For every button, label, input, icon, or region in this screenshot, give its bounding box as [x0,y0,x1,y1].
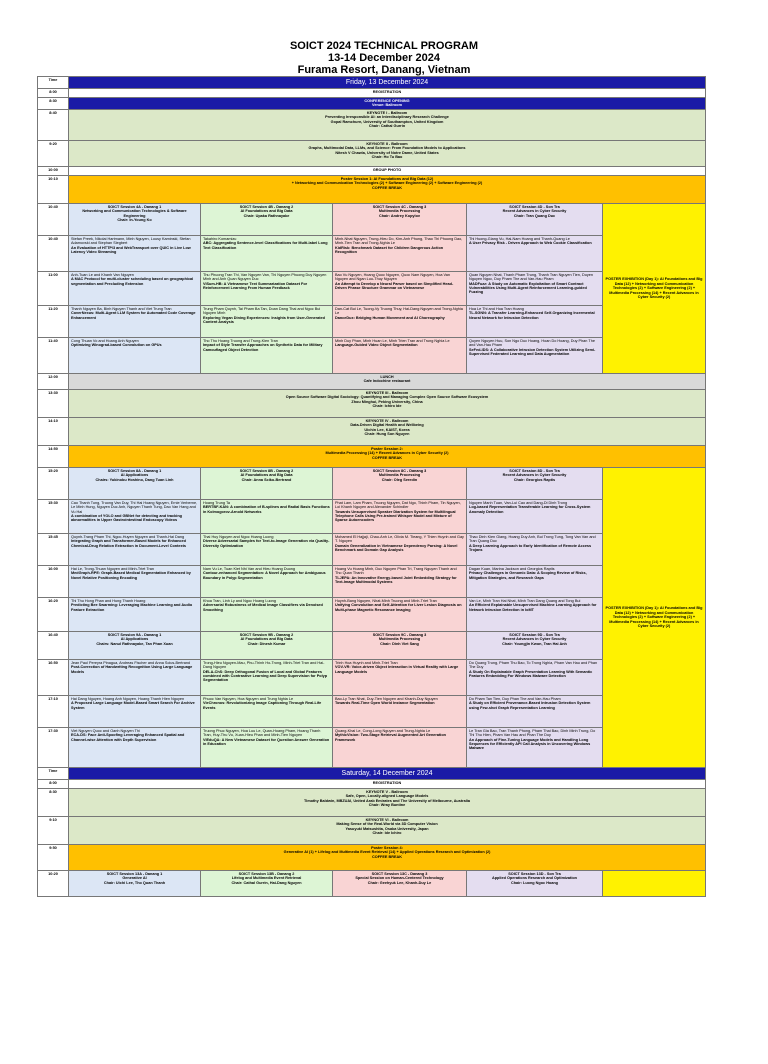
poster-exhibition-day2 [603,870,706,896]
time-cell: 11:40 [38,337,69,373]
row-s1020-sessions [38,870,706,896]
poster-session-4-cell: Poster Session 4: Generative AI (1) + Lifelog and Multimedia Event Retrieval (14) + Applied Operations Research and Optimization (2) COFFEE BREAK [69,844,706,870]
lunch-cell: LUNCH Cafe Indochine restaurant [69,373,706,389]
time-cell: 17:30 [38,727,69,767]
opening-cell [69,98,706,110]
day2-banner: Saturday, 14 December 2024 [69,767,706,779]
time-cell: 8:00 [38,779,69,788]
row-0800 [38,89,706,98]
opening-title: CONFERENCE OPENING [364,99,410,103]
time-cell: 10:00 [38,166,69,175]
registration-cell: REGISTRATION [69,89,706,98]
keynote-2-cell [69,140,706,166]
paper-cell: Hoang Vu Hoang Minh, Duc Nguyen Phan Tri, Trang Nguyen Thanh and Tho Quan Thanh TI-JEPA: An Innovative Energy-based Joint Embedding Strategy for Text-Image Multimodal Systems [333,565,467,597]
paper-cell: Thu Phuong Tran Thi, Van Nguyen Van, Thi Nguyen Phuong Duy Nguyen Minh and Anh Quan Nguyen Duc ViSum-HB: A Vietnamese Text Summarization Dataset For Reinforcement Learning From Human Feedback [201,271,333,305]
session-9d-header: SOICT Session 9D - Son Tra Recent Advances in Cyber Security Chair: Youngjin Kwon, Tran Hai Anh [467,631,603,659]
paper-cell: Takahiro Komamizu ABC: Aggregating Sentence-level Classifications for Multi-label Long Text Classification [201,235,333,271]
paper-cell: Quan Nguyen Nhat, Thanh Pham Trung, Thanh Tran Nguyen Tien, Duyen Nguyen Ngoc, Duy Pham The and Van-Hau Pham MADFuzz: A Study on Automatic Exploitation of Smart Contract Vulnerabilities Using Multi-Agent Reinforcement Learning-guided Fuzzing [467,271,603,305]
session-13a-header: SOICT Session 13A - Danang 1 Generative AI Chair: Uichi Lee, Tho Quan Thanh [69,870,201,896]
session-9b-header: SOICT Session 9B - Danang 2 AI Foundations and Big Data Chair: Dinesh Kumar [201,631,333,659]
time-cell: 8:00 [38,89,69,98]
paper-cell: Khoa Tran, Linh Ly and Ngoc Hoang Luong Adversarial Robustness of Medical Image Classifiers via Denoised Smoothing [201,597,333,631]
session-13c-header: SOICT Session 13C - Danang 3 Special Session on Human-Centered Technology Chair: Geehyuk Lee, Khanh-Duy Le [333,870,467,896]
keynote-1-cell [69,109,706,140]
paper-cell: Bao-Ly Tran Nhat, Duy-Tien Nguyen and Khanh-Duy Nguyen Towards Real-Time Open World Instance Segmentation [333,695,467,727]
paper-cell: Hai Le, Trong-Thuan Nguyen and Minh-Triet Tran MedGraph-RPE: Graph-Based Medical Segmentation Enhanced by Novel Relative Positioning Encoding [69,565,201,597]
paper-cell: Truong Phuc Nguyen, Hoa Luu Le, Quan-Hoang Pham, Hoang Thanh Tran, Huy-Thu Vu, Xuan-Hieu Phan and Minh-Tien Nguyen ViEduQA: A New Vietnamese Dataset for Question Answer Generation in Education [201,727,333,767]
row-s0830 [38,788,706,816]
row-1330 [38,389,706,417]
paper-cell: Nam Vu Le, Tuan Kiet Nhi Van and Hieu Hoang Duong Contour-enhanced Segmentation: A Novel Approach for Ambiguous Boundary in Polyp Segmentation [201,565,333,597]
paper-cell: Thanh Nguyen Ba, Binh Nguyen Thanh and Viet Trung Tran CoverNexus: Multi-Agent LLM System for Automated Code Coverage Enhancement [69,305,201,337]
session-13b-header: SOICT Session 13B - Danang 2 Lifelog and Multimedia Event Retrieval Chair: Cathal Gurrin, Hai-Dang Nguyen [201,870,333,896]
poster-session-2-cell: Poster Session 2: Multimedia Processing (14) + Recent Advances in Cyber Security (2) COFFEE BREAK [69,445,706,467]
registration-cell: REGISTRATION [69,779,706,788]
paper-cell: Stefan Preek, Nikolai Hartmann, Minh Nguyen, Lousy Kaminski, Stefan Adamovski and Stephan Siegbert An Evaluation of HTTP/3 and WebTransport over QUIC in Live Low Latency Video Streaming [69,235,201,271]
time-cell: 8:30 [38,98,69,110]
keynote-6-cell: KEYNOTE VI - Ballroom Making Sense of the Real-World via 3D Computer Vision Yasuyuki Matsushita, Osaka University, Japan Chair: Ide Ichiro [69,816,706,844]
row-1010 [38,175,706,203]
paper-cell: Do Quang Trung, Pham Thu Bao, To Trong Nghia, Pham Van Hau and Phan The Duy A Study On Explainable Graph Presentation Learning With Semantic Features Embedding For Windows Malware Detection [467,659,603,695]
time-label: Time [38,77,69,89]
paper-cell: Dan-Cat Bui Le, Tuong-Vy Truong Thuy, Hai-Dang Nguyen and Trong-Nghia Le DanceDux: Bridging Human Movement and AI Choreography [333,305,467,337]
keynote-chair: Chair: Cathal Gurrin [368,124,406,129]
paper-cell: Cong Thuan Vo and Hoang Anh Nguyen Optimizing Winograd-based Convolution on GPUs [69,337,201,373]
paper-cell: Phuoc Van Nguyen, Hoa Nguyen and Trung Nghia Le VieChronos: Revolutionizing Image Captioning Through Real-Life Events [201,695,333,727]
time-cell: 10:40 [38,235,69,271]
paper-cell: Huynh-Bang Nguyen, Nhat-Minh Truong and Minh-Triet Tran Unifying Convolution and Self-Attention for Liver Lesion Diagnosis on Multi-phase Magnetic Resonance Imaging [333,597,467,631]
keynote-speaker: Nitesh V Chawla, University of Notre Dame, United States [335,150,439,155]
row-1410 [38,417,706,445]
program-title [0,40,768,76]
paper-cell: Mohamed El Hajjaji, Chau-Anh Le, Olivia M. Tieang, Y Thien Huynh and Gay T. Nguyen Domain Generalization in Vietnamese Dependency Parsing: A Novel Benchmark and Domain Gap Analysis [333,533,467,565]
paper-cell: Hoang Trung Ta BERTBF-KAN: A combination of B-splines and Radial Basis Functions in Kolmogorov-Arnold Networks [201,499,333,533]
keynote-speaker: Gopal Ramchurn, University of Southampton, United Kingdom [330,119,444,124]
time-cell: 11:00 [38,271,69,305]
time-cell: 16:20 [38,597,69,631]
time-cell: 10:40 [38,203,69,235]
paper-cell: Jean Paul Pereyra Pinagua, Andreas Fischer and Anna Scius-Bertrand Post-Correction of Handwriting Recognition Using Large Language Models [69,659,201,695]
paper-cell: Thi Huong-Giang Vu, Hai-Nam Hoang and Thanh-Quang Le A User Privacy Risk - Driven Approach to Web Cookie Classification [467,235,603,271]
title-line-3: Furama Resort, Danang, Vietnam [297,64,471,76]
group-photo-cell: GROUP PHOTO [69,166,706,175]
paper-cell: Dagan Kuan, Marina Jackson and Georgios Raptis Privacy Challenges in Genomic Data: A Scoping Review of Risks, Mitigation Strategies, and Research Gaps [467,565,603,597]
time-cell: 8:40 [38,109,69,140]
paper-cell: Trong-Hieu Nguyen-Mau, Phu-Thinh Ho-Trong, Minh-Triet Tran and Hai-Dang Nguyen DELA-ChS: Deep Orthogonal Fusion of Local and Global Features combined with Contrastive Learning and Deep Supervision for Polyp Segmentation [201,659,333,695]
time-label-2: Time [38,767,69,779]
paper-cell: Nguyen Manh Tuan, Van-Lui Cao and Dang-Di Dinh Trong Log-based Representation Transferable Learning for Cross-System Anomaly Detection [467,499,603,533]
schedule-table [37,76,706,897]
row-1200 [38,373,706,389]
session-4a-header: SOICT Session 4A - Danang 1 Networking and Communication Technologies & Software Engineering Chair: In-Young Ko [69,203,201,235]
session-9a-header: SOICT Session 9A - Danang 1 AI Applications Chairs: Nanul Rathnayake, Tan Phan Xuan [69,631,201,659]
paper-cell: Hai Dang Nguyen, Hoang Anh Nguyen, Hoang Thanh Hien Nguyen A Proposed Large Language Model-Based Smart Search For Archive System [69,695,201,727]
poster-session-1-cell [69,175,706,203]
session-8d-header: SOICT Session 8D - Son Tra Recent Advances in Cyber Security Chair: Georgios Raptis [467,467,603,499]
time-cell: 8:30 [38,788,69,816]
row-0830 [38,98,706,110]
paper-cell: Do Pham Tan Tien, Duy Phan The and Van-Hau Pham A Study on Efficient Provenance-Based Intrusion Detection System using Few-shot Graph Representation Learning [467,695,603,727]
row-0920 [38,140,706,166]
paper-cell: Quyen Nguyen Huu, Son Ngo Duc Hoang, Hoan Do Hoang, Duy Phan The and Van-Hau Pham SeFed-IDS: A Collaborative Intrusion Detection System Utilizing Semi-Supervised Federated Learning and Data Augmentation [467,337,603,373]
time-cell: 12:00 [38,373,69,389]
paper-cell: Cao Thanh Tung, Truong Van Duy, Thi Hai Hoang Nguyen, Ernie Verberne, Le Minh Hung, Nguyen Duc Anh, Nguyen Thanh Tung, Dao Van Hang and Vu Hai A combination of YOLO and GBNet for detecting and tracking abnormalities in Upper Gastrointestinal Endoscopy Videos [69,499,201,533]
paper-cell: Minh-Nhat Nguyen, Trung-Hieu Do, Kim-Anh Phung, Thao Thi Phuong Dao, Minh-Tien Tran and Trong-Nghia Le KidRisk: Benchmark Dataset for Children Dangerous Action Recognition [333,235,467,271]
time-cell: 9:20 [38,140,69,166]
time-cell: 15:45 [38,533,69,565]
paper-cell: Thi Thu Hong Phan and Hung Thanh Hoang Predicting Bee Swarming: Leveraging Machine Learning and Audio Feature Extraction [69,597,201,631]
paper-cell: Tho Thu Hoang Truong and Trung-Kien Tran Impact of Style Transfer Approaches on Synthetic Data for Military Camouflaged Object Detection [201,337,333,373]
paper-cell: Quynh-Trang Pham Thi, Ngoc-Huyen Nguyen and Thanh-Hai Dang Integrating Graph and Transformer-Based Models for Enhanced Chemical-Drug Relation Extraction in Document-Level Contexts [69,533,201,565]
time-cell: 14:50 [38,445,69,467]
poster-topics: + Networking and Communication Technologies (2) + Software Engineering (2) + Software Engineering (2) [291,181,483,186]
time-cell: 16:50 [38,659,69,695]
row-1000 [38,166,706,175]
title-line-1: SOICT 2024 TECHNICAL PROGRAM [289,40,479,52]
row-s0800 [38,779,706,788]
poster-exhibition-day1: POSTER EXHIBITION (Day 1): AI Foundations and Big Data (12) + Networking and Communication Technologies (2) + Software Engineering (2) + Multimedia Processing (14) + Recent Advances in Cyber Security (2) [603,203,706,373]
row-s0950 [38,844,706,870]
paper-cell: Quang-Khai Le, Cong-Long Nguyen and Trung-Nghia Le MythicVision: Two-Stage Retrieval Augmented Art Generation Framework [333,727,467,767]
paper-cell: Thao Dinh Kien Giang, Hoang Duy Anh, Bui Trong Tung, Tong Van Van and Tran Quang Duc A Deep Learning Approach to Early Identification of Remote Access Trojans [467,533,603,565]
paper-cell: Bao Vu Nguyen, Hoang Quoc Nguyen, Quoc Nam Nguyen, Hoa Van Nguyen and Ngan Luu-Thuy Nguyen An Attempt to Develop a Neural Parser based on Simplified Head-Driven Phrase Structure Grammar on Vietnamese [333,271,467,305]
paper-cell: Phat Lam, Lam Pham, Truong Nguyen, Dat Ngo, Thinh Pham, Tin Nguyen, Loi Khanh Nguyen and Alexander Schindler Towards Unsupervised Speaker Diarization System for Multilingual Telephone Calls Using Pre-trained Whisper Model and Mixture of Sparse Autoencoders [333,499,467,533]
poster-exhibition-day1-afternoon: POSTER EXHIBITION (Day 1): AI Foundations and Big Data (12) + Networking and Communication Technologies (2) + Software Engineering (2) + Multimedia Processing (14) + Recent Advances in Cyber Security (2) [603,467,706,767]
paper-cell: Anh-Tuan Le and Khanh Van Nguyen A MAC Protocol for multi-cluster scheduling based on geographical segmentation and Precluding Extension [69,271,201,305]
time-cell: 13:30 [38,389,69,417]
paper-cell: Trung Pham Quynh, Tai Pham Ba Tan, Doan Dang Thai and Ngoc Bui Nguyen Minh Exploring Vegan Dining Experiences: Insights from User-Generated Content Analysis [201,305,333,337]
keynote-title: KEYNOTE II - Ballroom [366,141,408,146]
time-cell: 16:00 [38,565,69,597]
paper-cell: Thai Huy Nguyen and Ngoc Hoang Luong Diverse Adversarial Samples for Text-to-Image Generation via Quality-Diversity Optimization [201,533,333,565]
paper-cell: Viet Nguyen Quoc and Oanh Nguyen Thi ECA-DS: Face Anti-Spoofing Leveraging Enhanced Spatial and Channel-wise Attention with Depth Supervision [69,727,201,767]
keynote-chair: Chair: Ho Tu Bao [371,155,403,160]
paper-cell: Minh Duy Phan, Minh Huan Le, Minh Trien Tran and Trung Nghia Le Language-Guided Video Object Segmentation [333,337,467,373]
day2-header-row [38,767,706,779]
session-8c-header: SOICT Session 8C - Danang 3 Multimedia Processing Chair: Oleg Seredin [333,467,467,499]
time-cell: 11:20 [38,305,69,337]
time-cell: 10:10 [38,175,69,203]
session-4d-header: SOICT Session 4D - Son Tra Recent Advances in Cyber Security Chair: Tran Quang Duc [467,203,603,235]
session-9c-header: SOICT Session 9C - Danang 3 Multimedia Processing Chair: Dinh Viet Sang [333,631,467,659]
title-line-2: 13-14 December 2024 [328,52,440,64]
row-1520-sessions [38,467,706,499]
paper-cell: Trinh Hoa Huynh and Minh-Triet Tran VOV-VR: Voice-driven Object Interaction in Virtual Reality with Large Language Models [333,659,467,695]
row-1040-sessions [38,203,706,235]
coffee-break: COFFEE BREAK [372,185,402,190]
session-8b-header: SOICT Session 8B - Danang 2 AI Foundations and Big Data Chair: Anna Sciko-Bertrand [201,467,333,499]
keynote-3-cell: KEYNOTE III - Ballroom Open Source Software Digital Sociology: Quantifying and Managing Complex Open Source Software Ecosystem Zhou Minghui, Peking University, China Chair: Ichiro Ide [69,389,706,417]
row-s0910 [38,816,706,844]
opening-venue: Venue: Ballroom [372,103,402,108]
keynote-4-cell: KEYNOTE IV - Ballroom Data-Driven Digital Health and Wellbeing Uichin Lee, KAIST, Korea Chair: Hung Son Nguyen [69,417,706,445]
keynote-talk: Preventing Irresponsible AI: an Interdisciplinary Research Challenge [325,115,449,120]
keynote-title: KEYNOTE I - Ballroom [366,110,408,115]
time-cell: 9:50 [38,844,69,870]
paper-cell: Le Tran Gia Bao, Tran Thanh Phong, Pham Thai Bao, Dinh Minh Trung, Do Thi Thu Hien, Pham Van Hau and Phan The Duy An Approach of Fine-Tuning Language Models and Handling Long Sequences for Efficiently API Call Analysis in Uncovering Windows Malware [467,727,603,767]
session-13d-header: SOICT Session 13D - Son Tra Applied Operations Research and Optimization Chair: Luong Ngoc Hoang [467,870,603,896]
paper-cell: Van Le, Minh Tran Hai Nhat, Minh Tran Dang Quang and Tong Bui An Efficient Explainable Unsupervised Machine Learning Approach for Network Intrusion Detection in IoMT [467,597,603,631]
time-cell: 10:20 [38,870,69,896]
row-1450 [38,445,706,467]
time-cell: 17:10 [38,695,69,727]
time-cell: 9:10 [38,816,69,844]
row-0840 [38,109,706,140]
time-header-row [38,77,706,89]
time-cell: 14:10 [38,417,69,445]
session-4b-header: SOICT Session 4B - Danang 2 AI Foundations and Big Data Chair: Upaka Rathnayake [201,203,333,235]
time-cell: 15:30 [38,499,69,533]
paper-cell: Hoa Le Thi and Hoa Tran Hoang TL-SGNN: A Transfer Learning-Enhanced Self-Organizing Incremental Neural Network for Intrusion Detection [467,305,603,337]
keynote-5-cell: KEYNOTE V - Ballroom Safe, Open, Locally-aligned Language Models Timothy Baldwin, MBZUAI, United Arab Emirates and The University of Melbourne, Australia Chair: Wray Buntine [69,788,706,816]
time-cell: 15:20 [38,467,69,499]
time-cell: 16:40 [38,631,69,659]
day1-banner: Friday, 13 December 2024 [69,77,706,89]
session-4c-header: SOICT Session 4C - Danang 3 Multimedia Processing Chair: Andrey Kopylov [333,203,467,235]
keynote-talk: Graphs, Multimodal Data, LLMs, and Science: From Foundation Models to Applications [308,146,466,151]
session-8a-header: SOICT Session 8A - Danang 1 AI Applications Chairs: Yukinobu Hoshino, Dang Tuan Linh [69,467,201,499]
poster-title: Poster Session 1: AI Foundations and Big Data (12) [340,176,434,181]
